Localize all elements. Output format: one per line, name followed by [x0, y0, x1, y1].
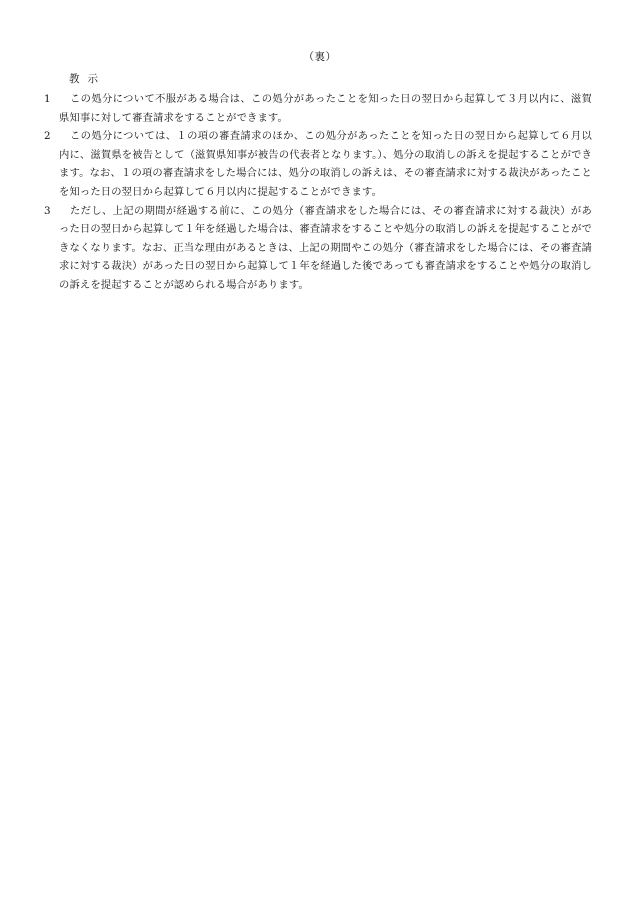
- item-text: ただし、上記の期間が経過する前に、この処分（審査請求をした場合には、その審査請求に対する裁決）があった日の翌日から起算して１年を経過した場合は、審査請求をすることや処分の取消しの訴えを提起することができなくなります。なお、正当な理由があるときは、上記の期間やこの処分（審査請求をした場合には、その審査請求に対する裁決）があった日の翌日から起算して１年を経過した後であっても審査請求をすることや処分の取消しの訴えを提起することが認められる場合があります。: [59, 204, 592, 291]
- instruction-item-1: [44, 90, 592, 127]
- reverse-side-label: （裏）: [303, 51, 337, 63]
- instruction-heading: 教示: [69, 73, 106, 85]
- item-number: 1: [44, 93, 51, 105]
- instruction-item-3: [44, 202, 592, 295]
- item-text: この処分について不服がある場合は、この処分があったことを知った日の翌日から起算して３月以内に、滋賀県知事に対して審査請求をすることができます。: [59, 93, 592, 124]
- item-number: 3: [44, 204, 51, 217]
- instruction-item-2: [44, 127, 592, 201]
- instruction-list: [44, 90, 592, 295]
- item-text: この処分については、１の項の審査請求のほか、この処分があったことを知った日の翌日から起算して６月以内に、滋賀県を被告として（滋賀県知事が被告の代表者となります。）、処分の取消しの訴えを提起することができます。なお、１の項の審査請求をした場合には、処分の取消しの訴えは、その審査請求に対する裁決があったことを知った日の翌日から起算して６月以内に提起することができます。: [59, 130, 592, 198]
- item-number: 2: [44, 130, 51, 143]
